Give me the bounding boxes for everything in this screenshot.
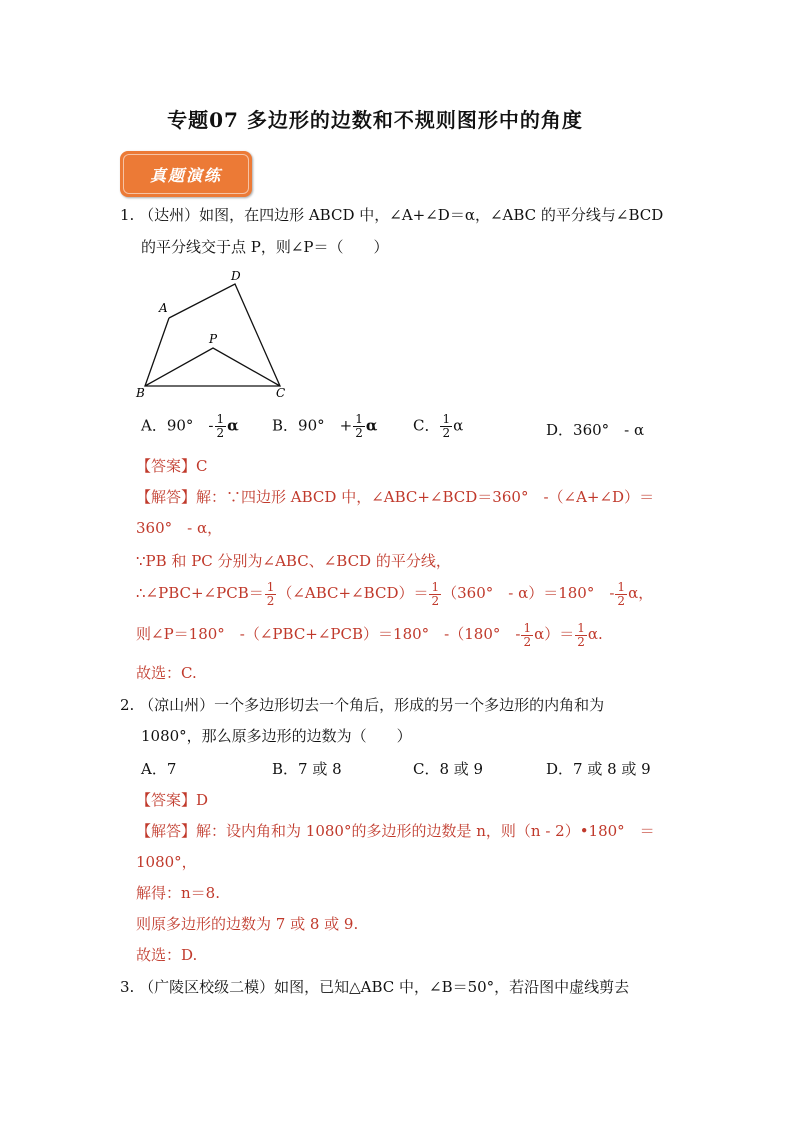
q1-solution-line5: 则∠P＝180° -（∠PBC+∠PCB）＝180° -（180° - $\frac{1}{2}$ α）＝ $\frac{1}{2}$ α. xyxy=(136,620,603,649)
q2-solution-line2: 1080°， xyxy=(136,853,197,871)
label-D: D xyxy=(231,269,241,283)
q1-solution-line3: ∵PB 和 PC 分别为∠ABC、∠BCD 的平分线， xyxy=(136,552,451,570)
q2-stem-line2: 1080°，那么原多边形的边数为（ ） xyxy=(141,727,412,745)
label-P: P xyxy=(209,332,218,346)
q2-option-a: A．7 xyxy=(141,760,177,778)
q1-option-d: D．360° - α xyxy=(546,421,645,439)
q1-conclusion: 故选：C. xyxy=(136,664,197,682)
q1-option-b: B．90° + $\frac{1}{2}$ α xyxy=(272,412,378,440)
q1-option-a: A．90° - $\frac{1}{2}$ α xyxy=(141,412,239,440)
q1-stem-line1: 1. （达州）如图，在四边形 ABCD 中，∠A+∠D＝α，∠ABC 的平分线与∠BCD xyxy=(120,206,664,224)
q1-solution-line2: 360° - α， xyxy=(136,519,223,537)
page-title: 专题07 多边形的边数和不规则图形中的角度 xyxy=(167,108,583,132)
q1-solution-line1: 【解答】解：∵四边形 ABCD 中，∠ABC+∠BCD＝360° -（∠A+∠D）＝ xyxy=(136,488,655,506)
q2-conclusion: 故选：D. xyxy=(136,946,198,964)
q2-solution-line1: 【解答】解：设内角和为 1080°的多边形的边数是 n，则（n - 2）•180° ＝ xyxy=(136,822,655,840)
q2-answer: 【答案】D xyxy=(136,791,209,809)
q1-answer: 【答案】C xyxy=(136,457,208,475)
badge-label: 真题演练 xyxy=(149,166,222,185)
q2-option-d: D．7 或 8 或 9 xyxy=(546,760,651,778)
q2-stem-line1: 2. （凉山州）一个多边形切去一个角后，形成的另一个多边形的内角和为 xyxy=(120,696,605,714)
q2-option-c: C．8 或 9 xyxy=(413,760,484,778)
q1-stem-line2: 的平分线交于点 P，则∠P＝（ ） xyxy=(141,238,389,256)
bisector-lines xyxy=(145,348,280,386)
label-B: B xyxy=(136,386,145,400)
q3-stem-line1: 3. （广陵区校级二模）如图，已知△ABC 中，∠B＝50°，若沿图中虚线剪去 xyxy=(120,978,630,996)
q2-option-b: B．7 或 8 xyxy=(272,760,342,778)
label-C: C xyxy=(276,386,286,400)
q1-solution-line4: ∴∠PBC+∠PCB＝ $\frac{1}{2}$ （∠ABC+∠BCD）＝ $\frac{1}{2}$ （360° - α）＝180° - $\frac{1}{2}$ α， xyxy=(136,579,654,608)
q1-figure xyxy=(128,266,298,406)
q1-option-c: C． $\frac{1}{2}$ α xyxy=(413,412,464,440)
label-A: A xyxy=(159,301,168,315)
q2-solution-line4: 则原多边形的边数为 7 或 8 或 9. xyxy=(136,915,359,933)
section-badge xyxy=(120,151,252,197)
q2-solution-line3: 解得：n＝8. xyxy=(136,884,220,902)
